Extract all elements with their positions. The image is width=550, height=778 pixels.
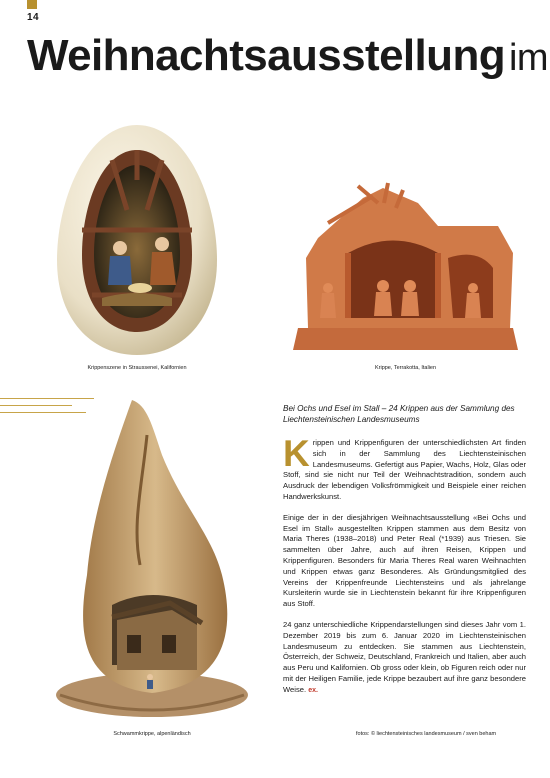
headline <box>27 31 548 80</box>
article-body <box>283 433 526 707</box>
headline-tail: im <box>509 37 548 79</box>
paragraph-1-text: rippen und Krippenfiguren der unterschiedlichsten Art finden sich in der Sammlung des Liechtensteinischen Landesmuseums. Gefertigt aus Papier, Wachs, Holz, Glas oder Stoff, sind sie nicht nur Teil der Weihnachtstradition, sondern auch Ausdruck der lebendigen Volksfrömmigkeit und Beispiele einer reichen Handwerkskunst. <box>283 438 526 501</box>
egg-crib-photo <box>52 120 222 360</box>
egg-crib-caption: Krippenszene in Straussenei, Kalifornien <box>87 365 187 371</box>
article-paragraph-1 <box>283 433 526 503</box>
page-number: 14 <box>27 12 40 23</box>
sponge-crib-photo <box>52 395 252 725</box>
article-paragraph-2: Einige der in der diesjährigen Weihnachtsausstellung «Bei Ochs und Esel im Stall» ausgestellten Krippen stammen aus dem Besitz von Maria Theres (1938–2018) und Peter Real (*1939) aus Triesen. Sie sammelten über Jahre, auch auf ihren Reisen, Krippen und Krippenfiguren. Besonders für Maria Theres Real waren Weihnachten und Krippen etwas ganz Besonderes. Als Gründungsmitglied des Vereins der Krippenfreunde Liechtensteins und als jahrelange Kursleiterin wurde sie in Liechtenstein bekannt für ihre Krippenfiguren aus Stoff. <box>283 512 526 609</box>
paragraph-3-text: 24 ganz unterschiedliche Krippendarstellungen sind dieses Jahr vom 1. Dezember 2019 bis zum 6. Januar 2020 im Liechtensteinischen Landesmuseum zu entdecken. Sie stammen aus Liechtenstein, Österreich, der Schweiz, Deutschland, Frankreich und Italien, aber auch aus Peru und Kalifornien. Ob gross oder klein, ob Figuren reich oder nur mit der Heiligen Familie, jede Krippe bezaubert auf ihre ganz besondere Weise. <box>283 619 526 694</box>
article-paragraph-3 <box>283 620 526 697</box>
author-signoff: ex. <box>308 686 318 694</box>
article-subheading: Bei Ochs und Esel im Stall – 24 Krippen aus der Sammlung des Liechtensteinischen Landesmuseums <box>283 404 515 424</box>
photo-credit: fotos: © liechtensteinisches landesmuseum / sven beham <box>356 731 497 737</box>
drop-cap: K <box>283 433 310 474</box>
terracotta-crib-caption: Krippe, Terrakotta, Italien <box>374 365 437 371</box>
headline-main: Weihnachtsausstellung <box>27 31 506 80</box>
page-accent-mark <box>27 0 37 9</box>
sponge-crib-caption: Schwammkrippe, alpenländisch <box>113 731 191 737</box>
terracotta-crib-photo <box>288 178 523 360</box>
